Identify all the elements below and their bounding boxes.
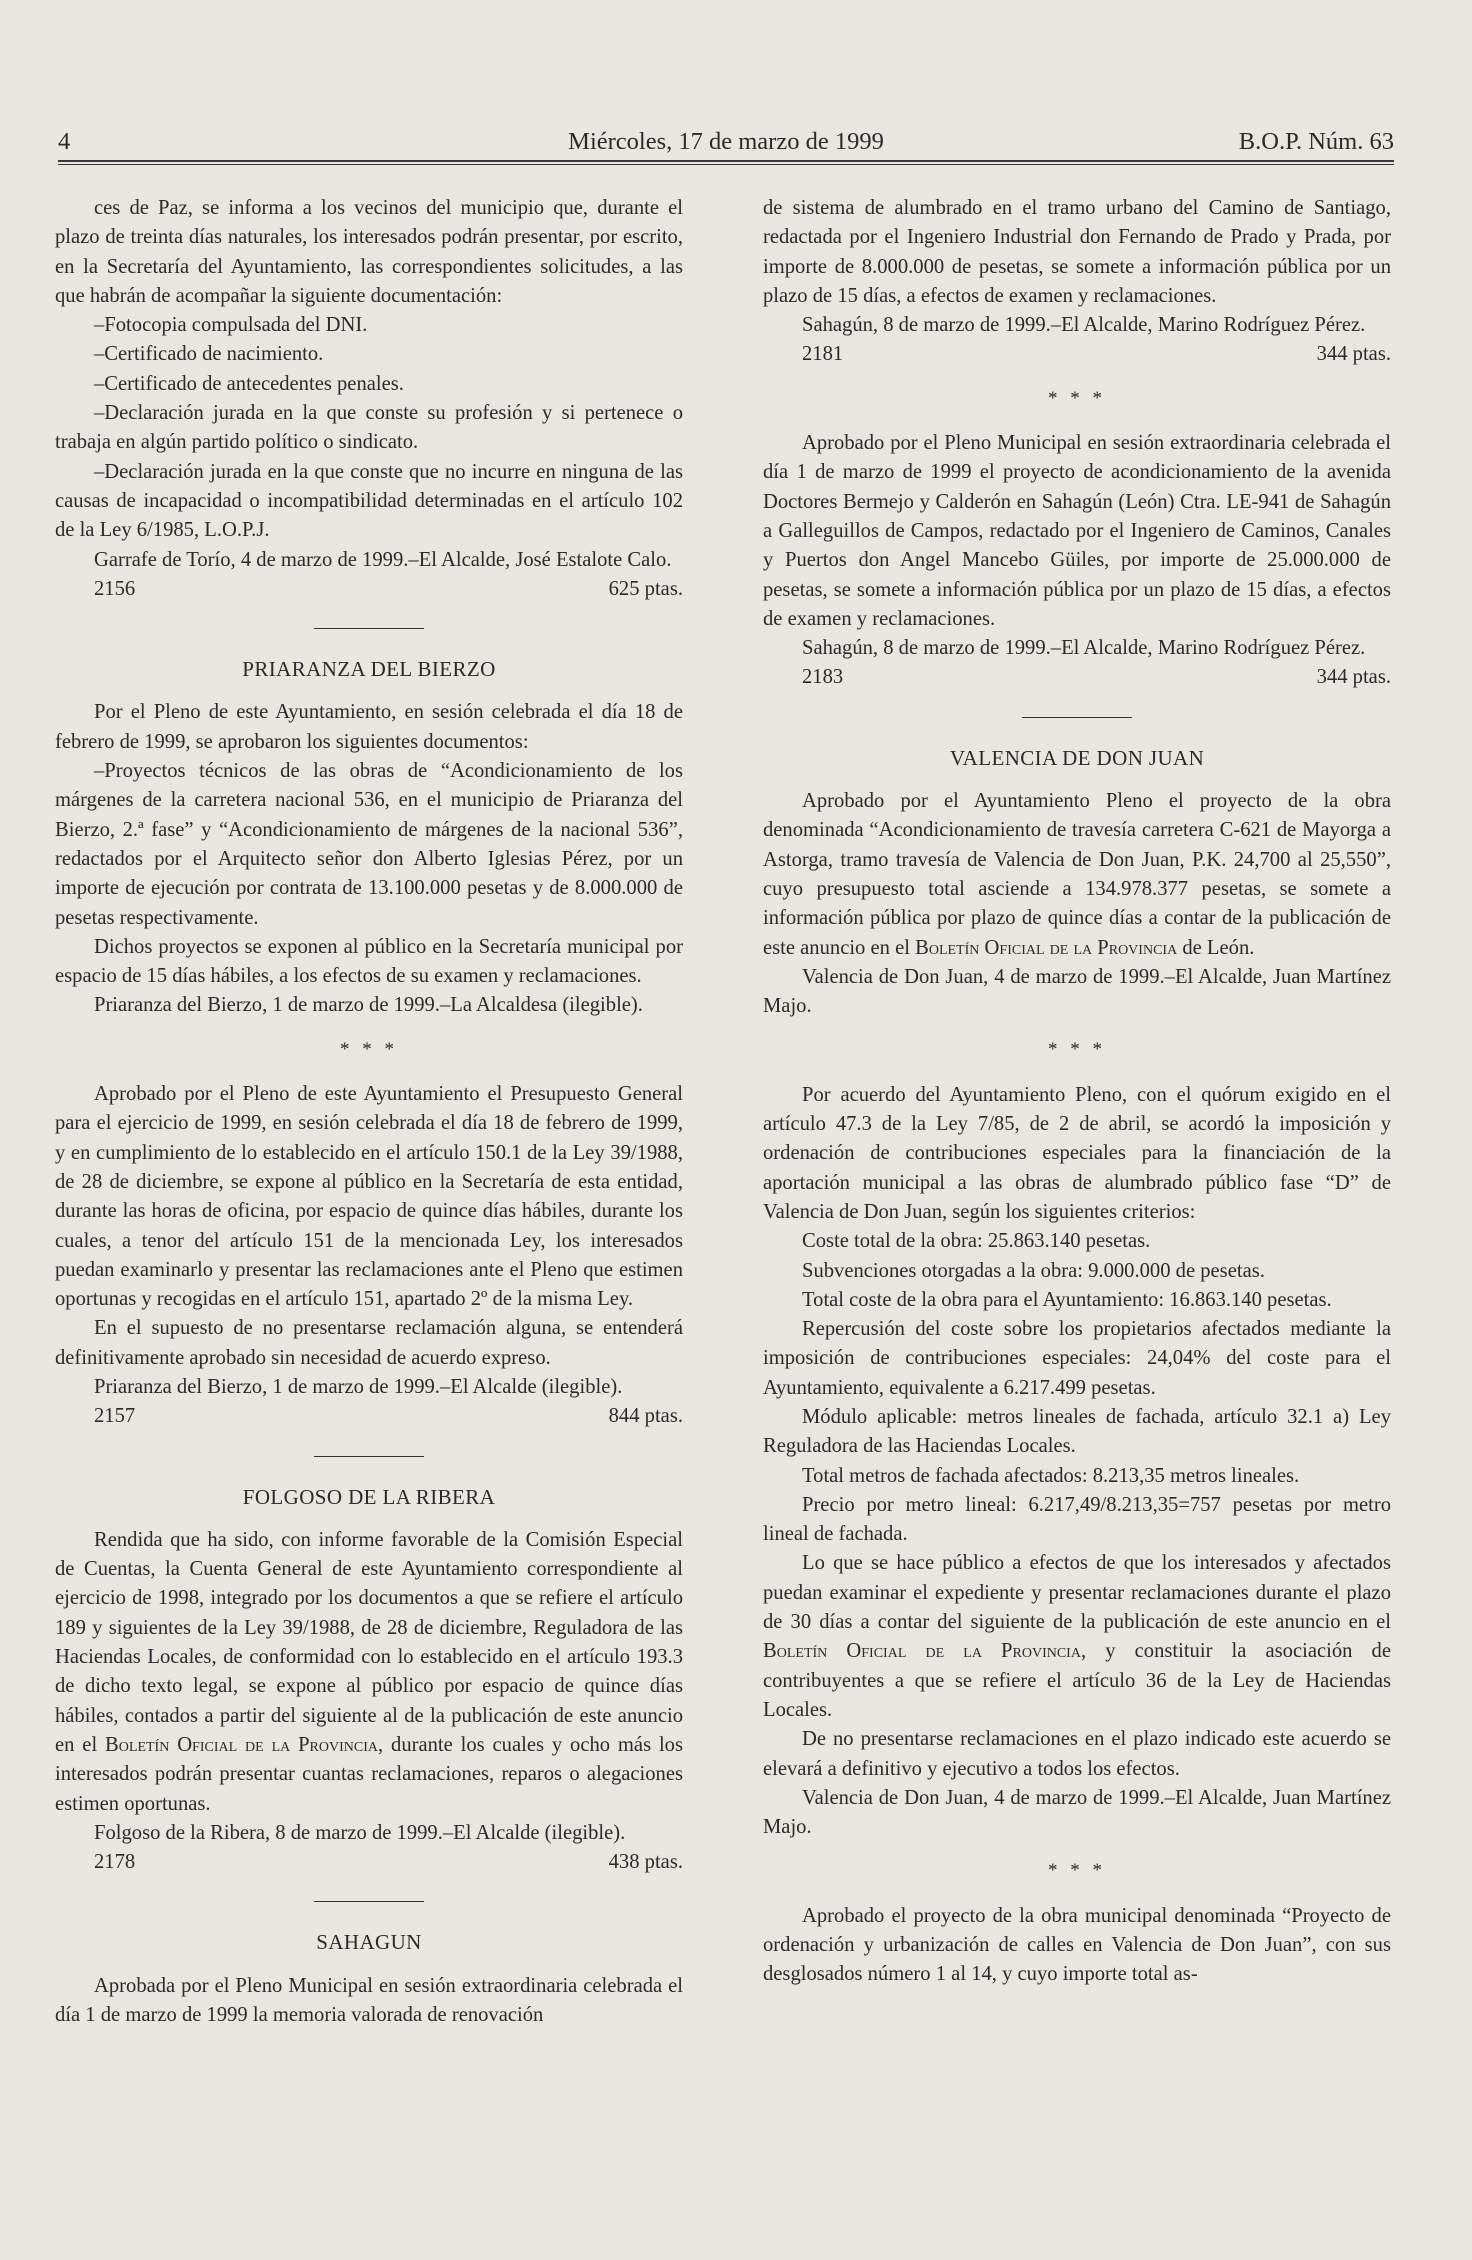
section-title-sahagun: SAHAGUN <box>316 1930 422 1955</box>
ad-price: 438 ptas. <box>608 1851 683 1874</box>
ad-reference-row <box>55 1402 683 1431</box>
signature: Priaranza del Bierzo, 1 de marzo de 1999.–El Alcalde (ilegible). <box>94 1375 623 1398</box>
criteria-item: Coste total de la obra: 25.863.140 pesetas. <box>802 1230 1151 1253</box>
header-rule-thin <box>58 164 1394 165</box>
paragraph: Aprobada por el Pleno Municipal en sesión extraordinaria celebrada el día 1 de marzo de 1999 la memoria valorada de renovación <box>55 1974 683 2027</box>
section-title-valencia: VALENCIA DE DON JUAN <box>949 745 1205 770</box>
left-column <box>55 194 683 2030</box>
signature: Sahagún, 8 de marzo de 1999.–El Alcalde, Marino Rodríguez Pérez. <box>802 637 1366 660</box>
section-divider <box>314 1456 424 1457</box>
signature: Valencia de Don Juan, 4 de marzo de 1999.–El Alcalde, Juan Martínez Majo. <box>763 1786 1391 1839</box>
ad-number: 2156 <box>94 577 136 600</box>
signature: Garrafe de Torío, 4 de marzo de 1999.–El Alcalde, José Estalote Calo. <box>94 548 672 571</box>
ad-reference-row <box>763 340 1391 369</box>
paragraph: De no presentarse reclamaciones en el plazo indicado este acuerdo se elevará a definitivo y ejecutivo a todos los efectos. <box>763 1728 1391 1780</box>
paragraph: de sistema de alumbrado en el tramo urbano del Camino de Santiago, redactada por el Ingeniero Industrial don Fernando de Prado y Prada, por importe de 8.000.000 de pesetas, se somete a información pública por un plazo de 15 días, a efectos de examen y reclamaciones. <box>763 197 1391 307</box>
paragraph: Dichos proyectos se exponen al público en la Secretaría municipal por espacio de 15 días hábiles, a los efectos de su examen y reclamaciones. <box>55 935 683 988</box>
ad-price: 344 ptas. <box>1316 343 1391 366</box>
signature: Folgoso de la Ribera, 8 de marzo de 1999.–El Alcalde (ilegible). <box>94 1821 626 1844</box>
criteria-item: Total coste de la obra para el Ayuntamiento: 16.863.140 pesetas. <box>802 1288 1332 1311</box>
paragraph: Aprobado por el Pleno Municipal en sesión extraordinaria celebrada el día 1 de marzo de 1999 el proyecto de acondicionamiento de la avenida Doctores Bermejo y Calderón en Sahagún (León) Ctra. LE-941 de Sahagún a Galleguillos de Campos, redactado por el Ingeniero de Caminos, Canales y Puertos don Angel Mancebo Güiles, por importe de 25.000.000 de pesetas, se somete a información pública por un plazo de 15 días, a efectos de examen y reclamaciones. <box>763 432 1391 630</box>
signature: Sahagún, 8 de marzo de 1999.–El Alcalde, Marino Rodríguez Pérez. <box>802 314 1366 337</box>
doc-item: –Declaración jurada en la que conste su profesión y si pertenece o trabaja en algún partido político o sindicato. <box>55 402 683 454</box>
section-title-folgoso: FOLGOSO DE LA RIBERA <box>242 1484 496 1509</box>
paragraph: Aprobado el proyecto de la obra municipal denominada “Proyecto de ordenación y urbanización de calles en Valencia de Don Juan”, con sus desglosados número 1 al 14, y cuyo importe total as- <box>763 1904 1391 1986</box>
criteria-item: Subvenciones otorgadas a la obra: 9.000.000 de pesetas. <box>802 1259 1265 1282</box>
criteria-item: Repercusión del coste sobre los propietarios afectados mediante la imposición de contribuciones especiales: 24,04% del coste para el Ayuntamiento, equivalente a 6.217.499 pesetas. <box>763 1318 1391 1399</box>
boletin-name: Boletín Oficial de la Provincia <box>105 1733 378 1756</box>
ad-number: 2183 <box>802 666 844 689</box>
paragraph: Por el Pleno de este Ayuntamiento, en sesión celebrada el día 18 de febrero de 1999, se aprobaron los siguientes documentos: <box>55 701 683 753</box>
ad-price: 344 ptas. <box>1316 666 1391 689</box>
separator-stars: * * * <box>1048 1039 1106 1061</box>
page-header <box>58 126 1394 158</box>
ad-reference-row <box>55 575 683 604</box>
boletin-name: Boletín Oficial de la Provincia <box>763 1640 1081 1663</box>
section-divider <box>314 628 424 629</box>
header-rule <box>58 160 1394 162</box>
section-title-priaranza: PRIARANZA DEL BIERZO <box>242 657 496 682</box>
doc-item: –Fotocopia compulsada del DNI. <box>94 314 368 337</box>
paragraph: Por acuerdo del Ayuntamiento Pleno, con el quórum exigido en el artículo 47.3 de la Ley 7/85, de 2 de abril, se acordó la imposición y ordenación de contribuciones especiales para la financiación de la aportación municipal a las obras de alumbrado público fase “D” de Valencia de Don Juan, según los siguientes criterios: <box>763 1083 1391 1223</box>
intro-paragraph: ces de Paz, se informa a los vecinos del municipio que, durante el plazo de treinta días naturales, los interesados podrán presentar, por escrito, en la Secretaría del Ayuntamiento, las correspondientes solicitudes, a las que habrán de acompañar la siguiente documentación: <box>55 197 683 307</box>
section-divider <box>1022 717 1132 718</box>
paragraph: Aprobado por el Ayuntamiento Pleno el proyecto de la obra denominada “Acondicionamiento de travesía carretera C-621 de Mayorga a Astorga, tramo travesía de Valencia de Don Juan, P.K. 24,700 al 25,550”, cuyo presupuesto total asciende a 134.978.377 pesetas, se somete a información pública por plazo de quince días a contar de la publicación de este anuncio en el Boletín Oficial de la Provincia de León. <box>763 790 1391 959</box>
doc-item: –Declaración jurada en la que conste que no incurre en ninguna de las causas de incapacidad o incompatibilidad determinadas en el artículo 102 de la Ley 6/1985, L.O.P.J. <box>55 460 683 542</box>
paragraph: Aprobado por el Pleno de este Ayuntamiento el Presupuesto General para el ejercicio de 1999, en sesión celebrada el día 18 de febrero de 1999, y en cumplimiento de lo establecido en el artículo 150.1 de la Ley 39/1988, de 28 de diciembre, se expone al público en la Secretaría de esta entidad, durante las horas de oficina, por espacio de quince días hábiles, durante los cuales, a tenor del artículo 151 de la mencionada Ley, los interesados puedan examinarlo y presentar las reclamaciones ante el Pleno que estimen oportunas y recogidas en el artículo 151, apartado 2º de la misma Ley. <box>55 1083 683 1311</box>
ad-number: 2157 <box>94 1405 136 1428</box>
paragraph: Rendida que ha sido, con informe favorable de la Comisión Especial de Cuentas, la Cuenta General de este Ayuntamiento correspondiente al ejercicio de 1998, integrado por los documentos a que se refiere el artículo 189 y siguientes de la Ley 39/1988, de 28 de diciembre, Reguladora de las Haciendas Locales, de conformidad con lo establecido en el artículo 193.3 de dicho texto legal, se expone al público por espacio de quince días hábiles, contados a partir del siguiente al de la publicación de este anuncio en el Boletín Oficial de la Provincia, durante los cuales y ocho más los interesados podrán presentar cuantas reclamaciones, reparos o alegaciones estimen oportunas. <box>55 1528 683 1815</box>
paragraph: Lo que se hace público a efectos de que los interesados y afectados puedan examinar el expediente y presentar reclamaciones durante el plazo de 30 días a contar del siguiente de la publicación de este anuncio en el Boletín Oficial de la Provincia, y constituir la asociación de contribuyentes a que se refiere el artículo 36 de la Ley de Haciendas Locales. <box>763 1552 1391 1721</box>
criteria-item: Total metros de fachada afectados: 8.213,35 metros lineales. <box>802 1464 1300 1487</box>
issue-date: Miércoles, 17 de marzo de 1999 <box>568 128 884 155</box>
boletin-name: Boletín Oficial de la Provincia <box>915 936 1178 959</box>
ad-price: 844 ptas. <box>608 1405 683 1428</box>
doc-item: –Certificado de nacimiento. <box>94 343 324 366</box>
paragraph: –Proyectos técnicos de las obras de “Acondicionamiento de los márgenes de la carretera nacional 536, en el municipio de Priaranza del Bierzo, 2.ª fase” y “Acondicionamiento de márgenes de la nacional 536”, redactados por el Arquitecto señor don Alberto Iglesias Pérez, por un importe de ejecución por contrata de 13.100.000 pesetas y de 8.000.000 de pesetas respectivamente. <box>55 760 683 929</box>
separator-stars: * * * <box>1048 387 1106 409</box>
ad-reference-row <box>55 1848 683 1877</box>
ad-reference-row <box>763 663 1391 692</box>
doc-item: –Certificado de antecedentes penales. <box>94 372 404 395</box>
right-column <box>763 194 1391 1990</box>
section-divider <box>314 1901 424 1902</box>
ad-number: 2178 <box>94 1851 136 1874</box>
signature: Priaranza del Bierzo, 1 de marzo de 1999.–La Alcaldesa (ilegible). <box>94 994 643 1017</box>
page-number: 4 <box>58 128 71 155</box>
signature: Valencia de Don Juan, 4 de marzo de 1999.–El Alcalde, Juan Martínez Majo. <box>763 965 1391 1018</box>
separator-stars: * * * <box>340 1038 398 1060</box>
ad-number: 2181 <box>802 343 844 366</box>
criteria-item: Precio por metro lineal: 6.217,49/8.213,35=757 pesetas por metro lineal de fachada. <box>763 1493 1391 1546</box>
criteria-item: Módulo aplicable: metros lineales de fachada, artículo 32.1 a) Ley Reguladora de las Haciendas Locales. <box>763 1405 1391 1458</box>
ad-price: 625 ptas. <box>608 577 683 600</box>
paragraph: En el supuesto de no presentarse reclamación alguna, se entenderá definitivamente aprobado sin necesidad de acuerdo expreso. <box>55 1317 683 1369</box>
separator-stars: * * * <box>1048 1860 1106 1882</box>
bulletin-number: B.O.P. Núm. 63 <box>1238 128 1394 155</box>
